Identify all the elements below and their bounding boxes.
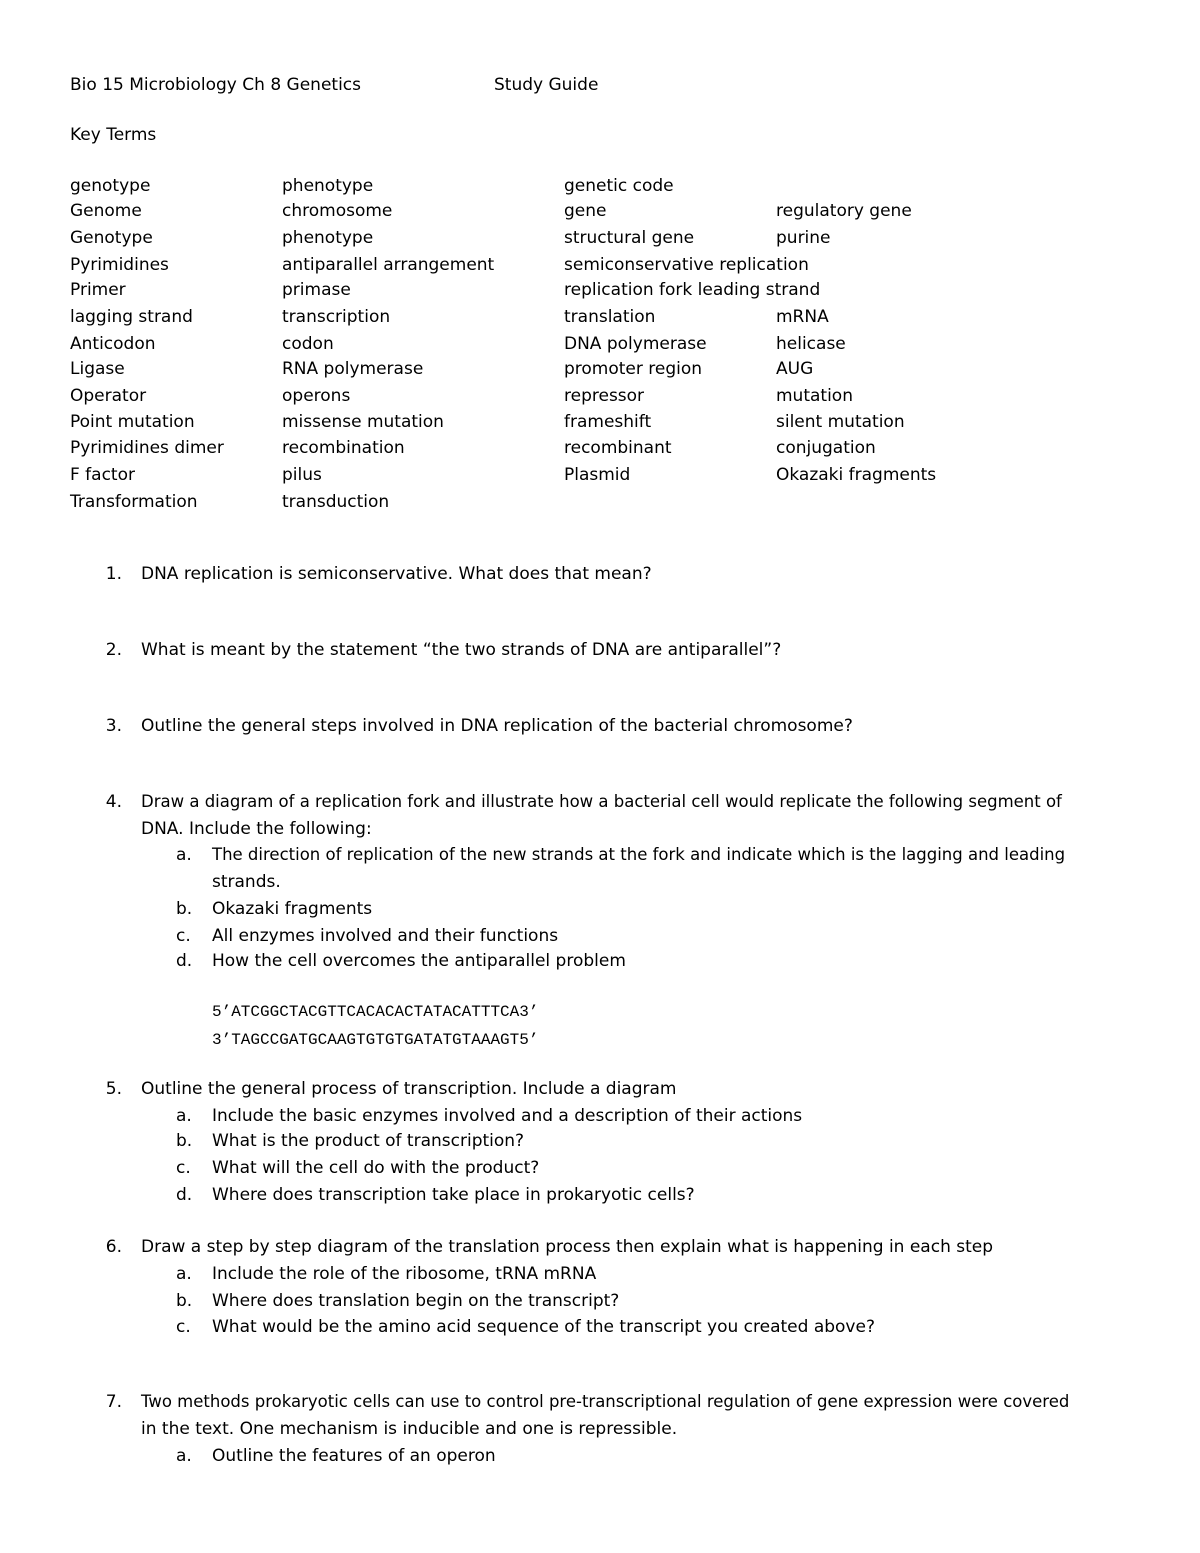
term-cell: DNA polymerase [564, 334, 707, 354]
term-cell: mutation [776, 386, 853, 406]
term-cell: genotype [70, 176, 151, 196]
term-cell: conjugation [776, 438, 876, 458]
subitem-label: a. [176, 1264, 192, 1284]
term-cell: Genotype [70, 228, 153, 248]
term-cell: replication fork leading strand [564, 280, 821, 300]
question-number: 2. [105, 640, 122, 660]
subitem-label: d. [176, 951, 193, 971]
subitem-text: Where does translation begin on the transcript? [212, 1291, 620, 1311]
term-cell: silent mutation [776, 412, 905, 432]
term-cell: Pyrimidines dimer [70, 438, 224, 458]
question-number: 1. [105, 564, 122, 584]
subitem-text: Include the basic enzymes involved and a description of their actions [212, 1106, 803, 1126]
term-cell: Primer [70, 280, 126, 300]
subitem-text: How the cell overcomes the antiparallel problem [212, 951, 626, 971]
term-cell: genetic code [564, 176, 674, 196]
question-text: Outline the general steps involved in DNA replication of the bacterial chromosome? [141, 716, 853, 736]
term-cell: gene [564, 201, 607, 221]
question-number: 4. [105, 792, 122, 812]
document-subtitle: Study Guide [494, 75, 599, 95]
term-cell: structural gene [564, 228, 695, 248]
term-cell: codon [282, 334, 334, 354]
term-cell: regulatory gene [776, 201, 912, 221]
subitem-label: b. [176, 1291, 193, 1311]
subitem-text: Where does transcription take place in prokaryotic cells? [212, 1185, 695, 1205]
term-cell: Anticodon [70, 334, 156, 354]
term-cell: Plasmid [564, 465, 631, 485]
subitem-label: d. [176, 1185, 193, 1205]
term-cell: helicase [776, 334, 846, 354]
dna-sequence-bottom: 3’TAGCCGATGCAAGTGTGTGATATGTAAAGT5’ [212, 1031, 539, 1049]
term-cell: translation [564, 307, 656, 327]
question-text: DNA. Include the following: [141, 819, 372, 839]
question-text: Outline the general process of transcription. Include a diagram [141, 1079, 677, 1099]
subitem-text: Okazaki fragments [212, 899, 373, 919]
term-cell: recombinant [564, 438, 672, 458]
term-cell: promoter region [564, 359, 703, 379]
dna-sequence-top: 5’ATCGGCTACGTTCACACACTATACATTTCA3’ [212, 1003, 539, 1021]
subitem-text: strands. [212, 872, 281, 892]
term-cell: primase [282, 280, 351, 300]
term-cell: Ligase [70, 359, 125, 379]
term-cell: antiparallel arrangement [282, 255, 495, 275]
term-cell: missense mutation [282, 412, 444, 432]
subitem-text: What is the product of transcription? [212, 1131, 525, 1151]
subitem-label: a. [176, 1446, 192, 1466]
subitem-text: What would be the amino acid sequence of the transcript you created above? [212, 1317, 875, 1337]
question-text: Two methods prokaryotic cells can use to control pre-transcriptional regulation of gene expression were covered [141, 1392, 1070, 1411]
question-text: Draw a step by step diagram of the translation process then explain what is happening in each step [141, 1237, 994, 1257]
term-cell: Pyrimidines [70, 255, 169, 275]
question-text: Draw a diagram of a replication fork and illustrate how a bacterial cell would replicate the following segment of [141, 792, 1062, 811]
subitem-label: b. [176, 899, 193, 919]
term-cell: mRNA [776, 307, 829, 327]
term-cell: pilus [282, 465, 322, 485]
document-title: Bio 15 Microbiology Ch 8 Genetics [70, 75, 362, 95]
key-terms-heading: Key Terms [70, 125, 157, 145]
term-cell: AUG [776, 359, 814, 379]
question-text: in the text. One mechanism is inducible and one is repressible. [141, 1419, 678, 1439]
subitem-label: c. [176, 1317, 191, 1337]
subitem-label: c. [176, 1158, 191, 1178]
term-cell: purine [776, 228, 831, 248]
term-cell: Operator [70, 386, 147, 406]
question-number: 5. [105, 1079, 122, 1099]
term-cell: lagging strand [70, 307, 193, 327]
term-cell: chromosome [282, 201, 393, 221]
term-cell: F factor [70, 465, 135, 485]
term-cell: Genome [70, 201, 142, 221]
subitem-text: Outline the features of an operon [212, 1446, 496, 1466]
term-cell: semiconservative replication [564, 255, 809, 275]
subitem-text: Include the role of the ribosome, tRNA mRNA [212, 1264, 597, 1284]
term-cell: Point mutation [70, 412, 195, 432]
subitem-label: a. [176, 1106, 192, 1126]
term-cell: repressor [564, 386, 645, 406]
term-cell: RNA polymerase [282, 359, 424, 379]
term-cell: frameshift [564, 412, 652, 432]
term-cell: transcription [282, 307, 391, 327]
subitem-text: The direction of replication of the new strands at the fork and indicate which is the lagging and leading [212, 845, 1066, 864]
question-number: 6. [105, 1237, 122, 1257]
subitem-label: b. [176, 1131, 193, 1151]
term-cell: phenotype [282, 176, 374, 196]
subitem-text: All enzymes involved and their functions [212, 926, 559, 946]
term-cell: recombination [282, 438, 405, 458]
subitem-text: What will the cell do with the product? [212, 1158, 540, 1178]
term-cell: phenotype [282, 228, 374, 248]
question-number: 3. [105, 716, 122, 736]
question-text: DNA replication is semiconservative. What does that mean? [141, 564, 652, 584]
term-cell: operons [282, 386, 351, 406]
term-cell: transduction [282, 492, 390, 512]
question-text: What is meant by the statement “the two strands of DNA are antiparallel”? [141, 640, 782, 660]
term-cell: Okazaki fragments [776, 465, 937, 485]
subitem-label: c. [176, 926, 191, 946]
subitem-label: a. [176, 845, 192, 865]
question-number: 7. [105, 1392, 122, 1412]
term-cell: Transformation [70, 492, 198, 512]
